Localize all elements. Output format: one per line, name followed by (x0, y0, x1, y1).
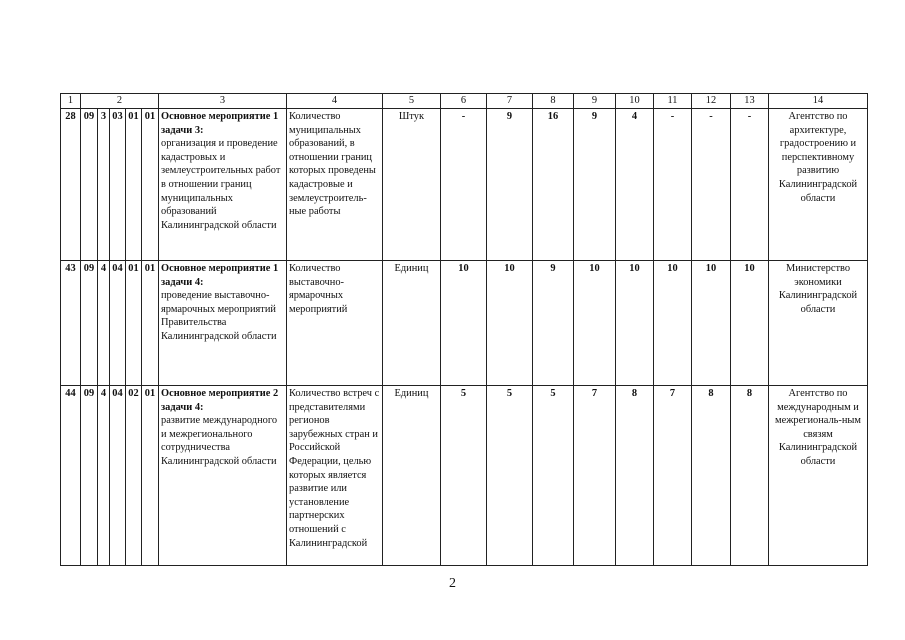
event-description: развитие международного и межрегионального сотрудничества Калининградской области (161, 415, 278, 467)
value-cell: 10 (441, 261, 487, 386)
event-cell (159, 386, 287, 566)
value-cell: 10 (731, 261, 769, 386)
value-cell: - (654, 109, 692, 261)
value-cell: 8 (692, 386, 731, 566)
value-cell: 16 (533, 109, 574, 261)
code-cell: 01 (142, 386, 159, 566)
responsible-cell: Министерство экономики Калининградской области (769, 261, 868, 386)
value-cell: 7 (654, 386, 692, 566)
table-row (61, 261, 868, 386)
indicator-cell: Количество выставочно-ярмарочных мероприятий (287, 261, 383, 386)
value-cell: 10 (487, 261, 533, 386)
code-cell: 04 (110, 386, 126, 566)
header-cell: 8 (533, 94, 574, 109)
header-cell: 13 (731, 94, 769, 109)
value-cell: 9 (533, 261, 574, 386)
value-cell: 10 (616, 261, 654, 386)
event-title: Основное мероприятие 1 задачи 3: (161, 111, 279, 136)
value-cell: 10 (692, 261, 731, 386)
row-number: 28 (61, 109, 81, 261)
code-cell: 3 (98, 109, 110, 261)
header-cell: 2 (81, 94, 159, 109)
value-cell: - (441, 109, 487, 261)
indicator-cell: Количество встреч с представителями регионов зарубежных стран и Российской Федерации, целью которых является развитие или установление партнерских отношений с Калининградской (287, 386, 383, 566)
table-row (61, 109, 868, 261)
code-cell: 01 (142, 109, 159, 261)
value-cell: 10 (654, 261, 692, 386)
unit-cell: Единиц (383, 386, 441, 566)
event-cell (159, 261, 287, 386)
header-cell: 11 (654, 94, 692, 109)
header-cell: 6 (441, 94, 487, 109)
event-title: Основное мероприятие 2 задачи 4: (161, 388, 279, 413)
value-cell: 4 (616, 109, 654, 261)
unit-cell: Штук (383, 109, 441, 261)
header-cell: 3 (159, 94, 287, 109)
header-cell: 7 (487, 94, 533, 109)
responsible-cell: Агентство по международным и межрегиональ-ным связям Калининградской области (769, 386, 868, 566)
header-cell: 5 (383, 94, 441, 109)
header-cell: 10 (616, 94, 654, 109)
unit-cell: Единиц (383, 261, 441, 386)
responsible-cell: Агентство по архитектуре, градостроению и перспективному развитию Калининградской области (769, 109, 868, 261)
value-cell: 7 (574, 386, 616, 566)
code-cell: 01 (142, 261, 159, 386)
header-cell: 1 (61, 94, 81, 109)
code-cell: 02 (126, 386, 142, 566)
header-cell: 14 (769, 94, 868, 109)
code-cell: 4 (98, 386, 110, 566)
event-description: проведение выставочно-ярмарочных мероприятий Правительства Калининградской области (161, 290, 277, 342)
value-cell: 8 (731, 386, 769, 566)
code-cell: 03 (110, 109, 126, 261)
value-cell: 5 (441, 386, 487, 566)
event-description: организация и проведение кадастровых и землеустроительных работ в отношении границ муниципальных образований Калининградской области (161, 138, 281, 231)
value-cell: 5 (487, 386, 533, 566)
value-cell: 9 (487, 109, 533, 261)
header-cell: 12 (692, 94, 731, 109)
code-cell: 01 (126, 109, 142, 261)
value-cell: - (731, 109, 769, 261)
row-number: 44 (61, 386, 81, 566)
indicators-table (60, 93, 868, 566)
value-cell: 10 (574, 261, 616, 386)
value-cell: 5 (533, 386, 574, 566)
page-number: 2 (449, 576, 456, 591)
event-title: Основное мероприятие 1 задачи 4: (161, 263, 279, 288)
code-cell: 09 (81, 261, 98, 386)
value-cell: - (692, 109, 731, 261)
table-row (61, 386, 868, 566)
code-cell: 09 (81, 109, 98, 261)
indicator-cell: Количество муниципальных образований, в отношении границ которых проведены кадастровые и землеустроитель-ные работы (287, 109, 383, 261)
value-cell: 9 (574, 109, 616, 261)
code-cell: 09 (81, 386, 98, 566)
code-cell: 4 (98, 261, 110, 386)
header-cell: 9 (574, 94, 616, 109)
value-cell: 8 (616, 386, 654, 566)
header-cell: 4 (287, 94, 383, 109)
row-number: 43 (61, 261, 81, 386)
code-cell: 04 (110, 261, 126, 386)
header-row (61, 94, 868, 109)
code-cell: 01 (126, 261, 142, 386)
event-cell (159, 109, 287, 261)
